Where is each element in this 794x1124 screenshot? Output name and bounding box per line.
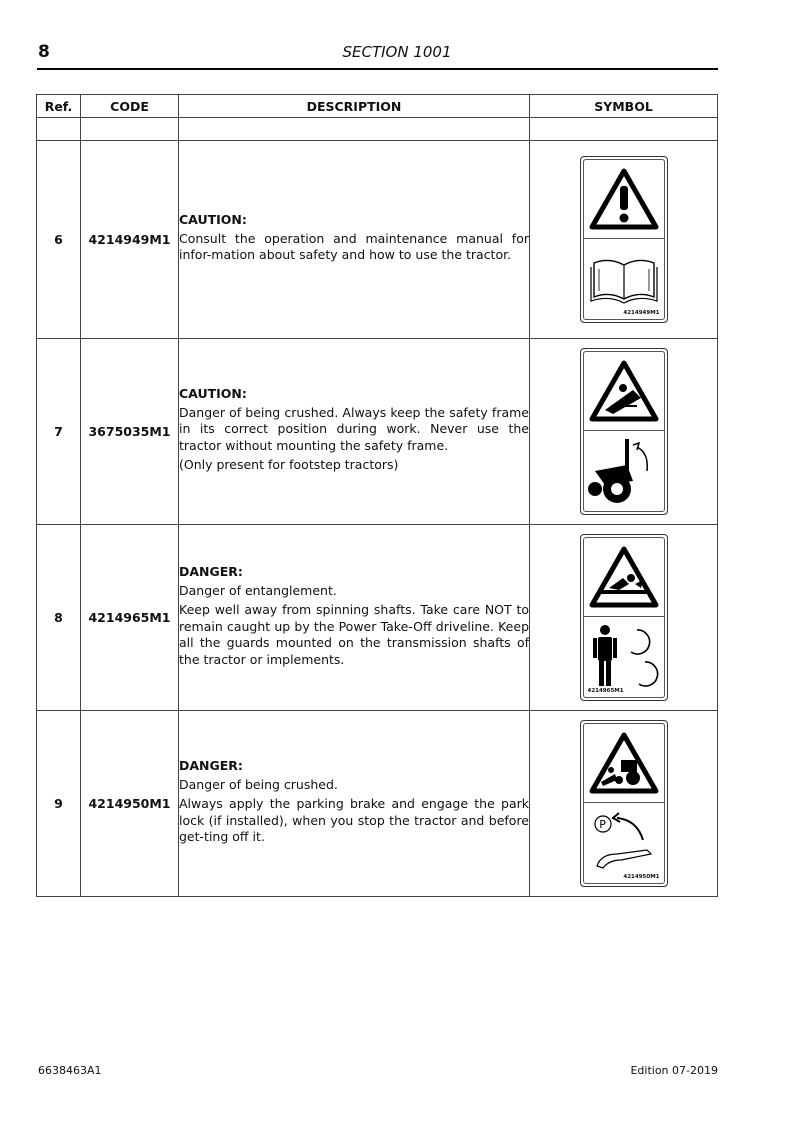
description-text: Danger of being crushed. Always keep the safety frame in its correct position during work. Never use the tractor without mounting the safety frame. <box>179 404 529 453</box>
col-header-description: DESCRIPTION <box>179 95 530 118</box>
safety-decal <box>580 720 668 887</box>
entanglement-triangle-icon <box>589 546 659 608</box>
header-rule <box>37 68 718 70</box>
description-title: CAUTION: <box>179 386 247 402</box>
ref-cell: 7 <box>37 339 81 525</box>
table-header-row <box>37 95 718 118</box>
document-code: 6638463A1 <box>38 1064 102 1077</box>
description-text: Danger of entanglement. <box>179 582 337 598</box>
person-rotation-icon <box>587 622 661 692</box>
table-row <box>37 339 718 525</box>
page-number: 8 <box>38 42 50 62</box>
decal-code: 4214950M1 <box>623 874 660 880</box>
description-text: Always apply the parking brake and engage the park lock (if installed), when you stop the tractor and before get-ting off it. <box>179 796 529 845</box>
description-title: DANGER: <box>179 564 243 579</box>
symbol-cell <box>530 525 718 711</box>
col-header-code: CODE <box>81 95 179 118</box>
decal-code: 4214949M1 <box>623 310 660 316</box>
description-text: Danger of being crushed. <box>179 776 338 792</box>
col-header-ref: Ref. <box>37 95 81 118</box>
runover-triangle-icon <box>589 732 659 794</box>
table-row <box>37 711 718 897</box>
crush-hazard-triangle-icon <box>589 360 659 422</box>
empty-row <box>37 118 718 141</box>
manual-book-icon <box>589 253 659 305</box>
description-text: Consult the operation and maintenance manual for infor-mation about safety and how to use the tractor. <box>179 230 529 263</box>
section-title: SECTION 1001 <box>342 43 452 61</box>
safety-decal <box>580 348 668 515</box>
table-row <box>37 141 718 339</box>
symbol-cell <box>530 711 718 897</box>
ref-cell: 9 <box>37 711 81 897</box>
code-cell: 4214950M1 <box>81 711 179 897</box>
description-text: Keep well away from spinning shafts. Take care NOT to remain caught up by the Power Take-Off driveline. Keep all the guards mounted on the transmission shafts of the tractor or implements. <box>179 602 529 667</box>
description-cell <box>179 141 530 339</box>
symbol-cell <box>530 141 718 339</box>
description-title: CAUTION: <box>179 212 247 228</box>
svg-text:P: P <box>598 818 606 831</box>
code-cell: 4214949M1 <box>81 141 179 339</box>
tractor-safety-frame-icon <box>587 435 661 507</box>
ref-cell: 6 <box>37 141 81 339</box>
safety-decal <box>580 534 668 701</box>
table-row <box>37 525 718 711</box>
description-note: (Only present for footstep tractors) <box>179 457 399 473</box>
description-cell <box>179 339 530 525</box>
safety-decal <box>580 156 668 323</box>
edition-label: Edition 07-2019 <box>630 1064 718 1077</box>
ref-cell: 8 <box>37 525 81 711</box>
code-cell: 3675035M1 <box>81 339 179 525</box>
symbol-cell <box>530 339 718 525</box>
description-cell <box>179 711 530 897</box>
description-cell <box>179 525 530 711</box>
description-title: DANGER: <box>179 758 243 774</box>
warning-triangle-icon <box>589 168 659 230</box>
decal-table <box>36 94 718 897</box>
decal-code: 4214965M1 <box>587 688 624 694</box>
code-cell: 4214965M1 <box>81 525 179 711</box>
parking-brake-icon <box>587 808 661 878</box>
col-header-symbol: SYMBOL <box>530 95 718 118</box>
